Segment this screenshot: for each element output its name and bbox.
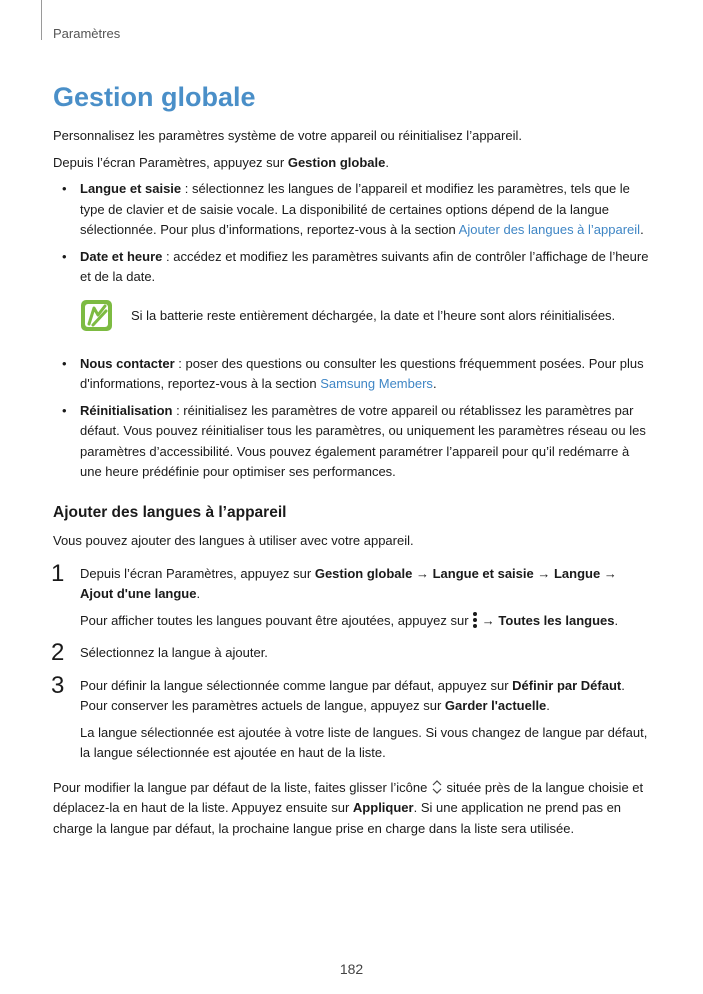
bullet-dot: • xyxy=(62,181,67,196)
bullet-text: : accédez et modifiez les paramètres suivants afin de contrôler l’affichage de l’heure et de la date. xyxy=(80,248,649,284)
header-rule xyxy=(41,0,42,40)
step-2 xyxy=(51,639,653,666)
menu-term: Langue xyxy=(553,565,601,581)
page-content xyxy=(53,126,653,839)
arrow-separator: → xyxy=(600,565,617,581)
bullet-term: Date et heure xyxy=(80,248,163,264)
gestion-globale-term: Gestion globale xyxy=(287,154,386,170)
step-text-end: . xyxy=(196,586,201,601)
bullet-nous-contacter xyxy=(53,354,653,395)
final-text-part: Pour modifier la langue par défaut de la liste, faites glisser l’icône xyxy=(53,779,431,795)
bullet-dot: • xyxy=(62,402,67,418)
link-samsung-members[interactable]: Samsung Members xyxy=(320,376,433,391)
step-number: 1 xyxy=(51,559,65,587)
intro-instruction-text: Depuis l’écran Paramètres, appuyez sur xyxy=(53,154,288,170)
bullet-term: Nous contacter xyxy=(80,355,175,371)
step-text-part: Depuis l’écran Paramètres, appuyez sur xyxy=(80,565,315,581)
step-text-end: . xyxy=(546,698,550,713)
intro-instruction-end: . xyxy=(385,154,389,170)
final-text-part: située près de la langue choisie et déplacez-la en haut de la liste. Appuyez ensuite sur xyxy=(53,779,644,815)
section-header: Paramètres xyxy=(53,26,121,41)
arrow-separator: → xyxy=(412,565,433,581)
bullet-term: Langue et saisie xyxy=(80,181,182,196)
intro-paragraph: Personnalisez les paramètres système de votre appareil ou réinitialisez l’appareil. xyxy=(53,128,522,143)
link-ajouter-des-langues[interactable]: Ajouter des langues à l’appareil xyxy=(458,222,641,237)
step-subtext xyxy=(80,611,653,632)
reorder-icon xyxy=(431,779,443,795)
bullet-dot: • xyxy=(62,248,67,264)
bullet-text: : réinitialisez les paramètres de votre appareil ou rétablissez les paramètres par défaut. Vous pouvez réinitialiser tous les paramètres, ou uniquement les paramètres réseau ou les paramètres d’accessibilité. Vous pouvez également paramétrer l’appareil pour qu’il redémarre à une heure prédéfinie pour optimiser ses performances. xyxy=(80,402,646,479)
step-number: 3 xyxy=(51,671,65,699)
bullet-text: : poser des questions ou consulter les questions fréquemment posées. Pour plus d'informations, reportez-vous à la section xyxy=(80,355,644,391)
note-text: Si la batterie reste entièrement déchargée, la date et l’heure sont alors réinitialisées. xyxy=(131,307,616,323)
step-subtext: La langue sélectionnée est ajoutée à votre liste de langues. Si vous changez de langue par défaut, la langue sélectionnée est ajoutée en haut de la liste. xyxy=(80,724,648,760)
page-number: 182 xyxy=(339,961,364,977)
arrow-separator: → xyxy=(478,612,499,628)
appliquer-term: Appliquer xyxy=(352,800,414,815)
menu-term: Langue et saisie xyxy=(432,565,534,581)
step-text: Sélectionnez la langue à ajouter. xyxy=(80,645,268,660)
final-paragraph xyxy=(53,778,653,840)
menu-term: Gestion globale xyxy=(314,565,413,581)
step-text-part: Pour définir la langue sélectionnée comme langue par défaut, appuyez sur xyxy=(80,677,513,693)
note-icon xyxy=(80,298,114,334)
step-text-part: . Pour conserver les paramètres actuels de langue, appuyez sur xyxy=(80,677,625,713)
note-box xyxy=(53,298,653,336)
step-text xyxy=(80,564,653,605)
menu-term: Toutes les langues xyxy=(498,612,615,628)
subsection-intro: Vous pouvez ajouter des langues à utiliser avec votre appareil. xyxy=(53,533,414,548)
bullet-end: . xyxy=(432,376,437,391)
step-1 xyxy=(51,559,653,632)
step-number: 2 xyxy=(51,639,65,666)
page-title: Gestion globale xyxy=(53,82,256,112)
step-3 xyxy=(51,671,653,764)
intro-instruction xyxy=(53,153,653,174)
bullet-langue-et-saisie xyxy=(53,179,653,241)
step-text-part: Pour afficher toutes les langues pouvant être ajoutées, appuyez sur xyxy=(80,612,473,628)
arrow-separator: → xyxy=(533,565,554,581)
final-text-part: . Si une application ne prend pas en charge la langue par défaut, la prochaine langue prise en charge dans la liste sera utilisée. xyxy=(53,800,622,836)
bullet-end: . xyxy=(640,222,644,237)
bullet-date-et-heure xyxy=(53,247,653,288)
bullet-text: : sélectionnez les langues de l’appareil et modifiez les paramètres, tels que le type de clavier et de saisie vocale. La disponibilité de certaines options dépend de la langue sélectionnée. Pour plus d’informations, reportez-vous à la section xyxy=(80,181,630,237)
menu-term: Garder l'actuelle xyxy=(444,698,547,713)
bullet-reinitialisation xyxy=(53,401,653,483)
bullet-dot: • xyxy=(62,355,67,371)
bullet-term: Réinitialisation xyxy=(80,402,173,418)
step-text xyxy=(80,676,653,717)
subsection-title: Ajouter des langues à l’appareil xyxy=(53,503,287,521)
menu-term: Ajout d'une langue xyxy=(80,586,197,601)
menu-term: Définir par Défaut xyxy=(512,677,622,693)
step-text-end: . xyxy=(614,612,619,628)
